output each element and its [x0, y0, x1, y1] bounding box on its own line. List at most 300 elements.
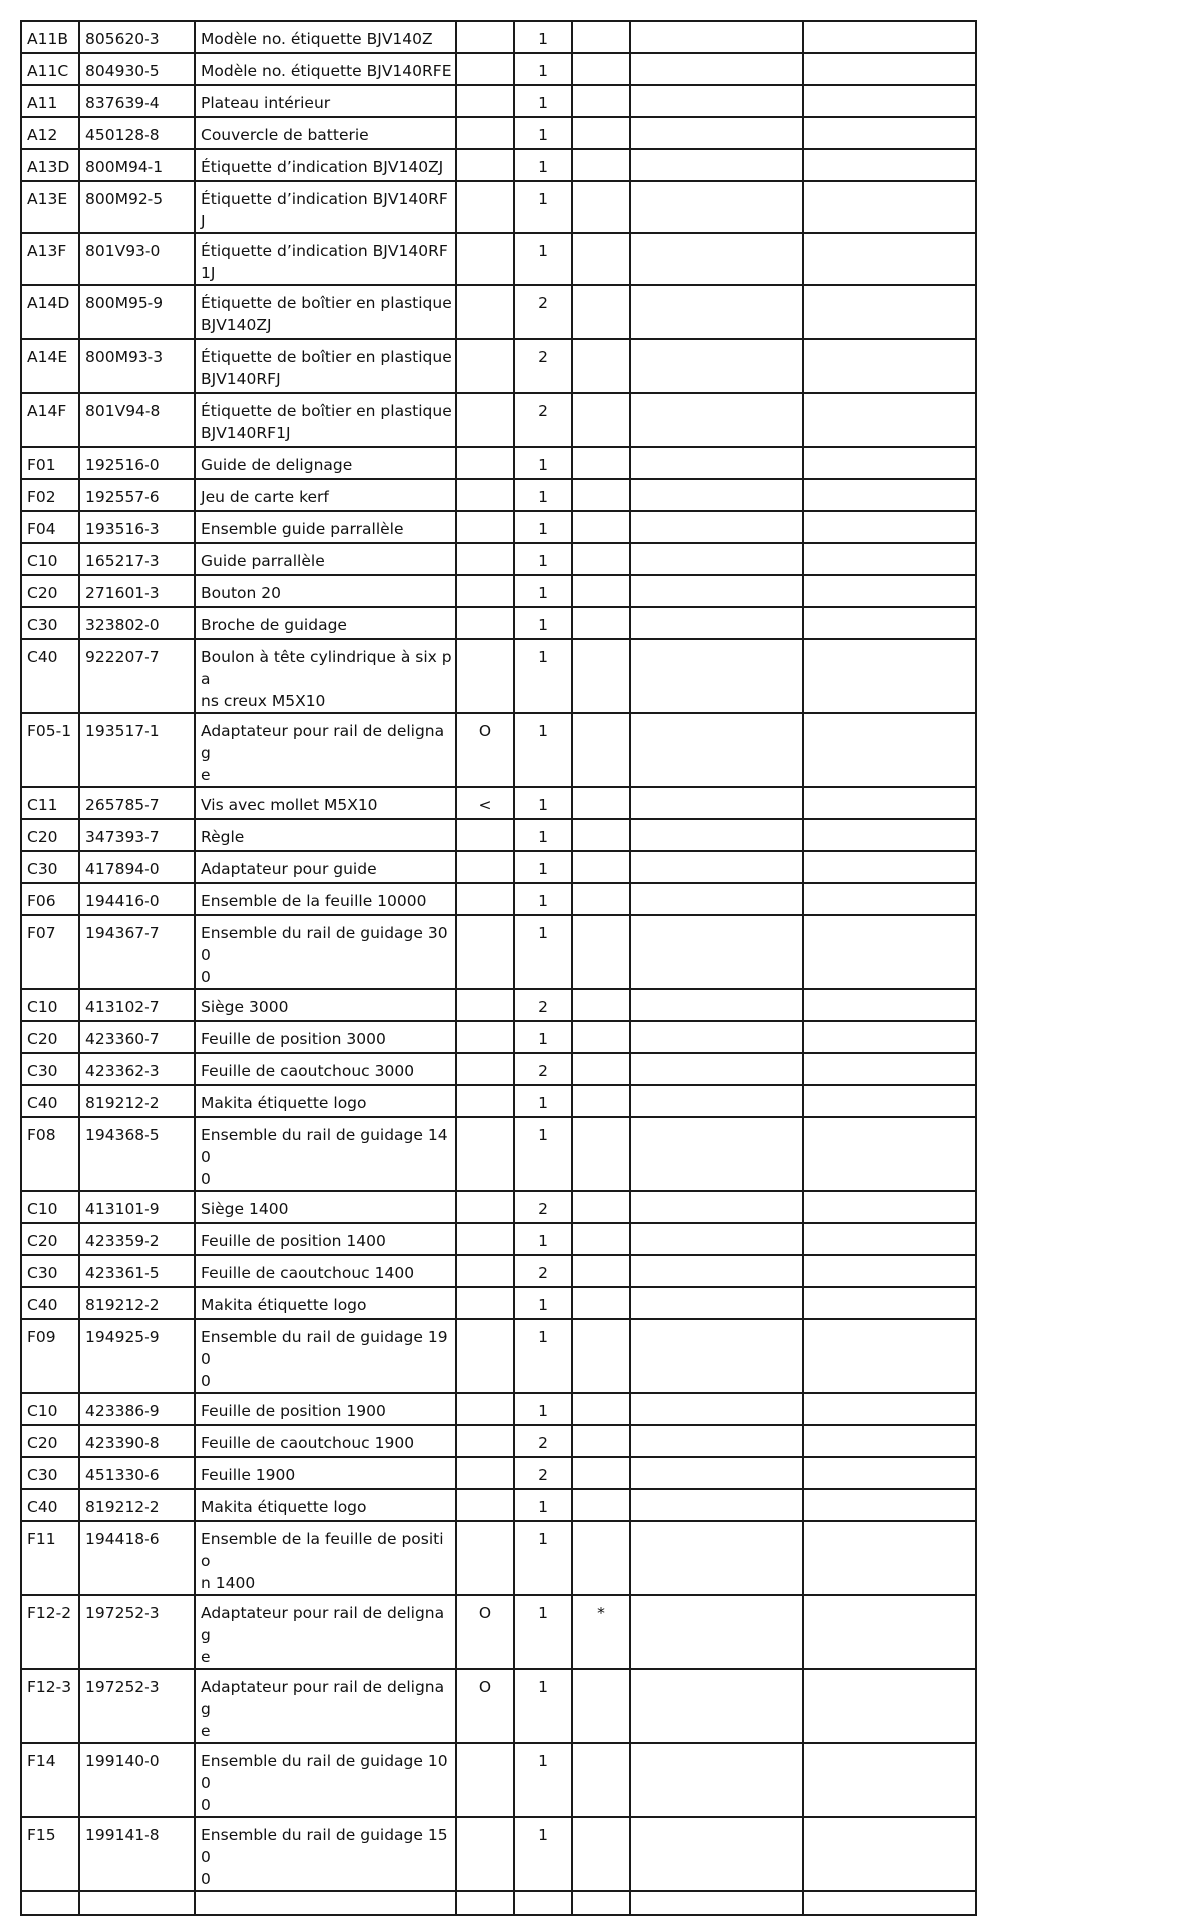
part-number-cell: 800M94-1 [79, 149, 195, 181]
blank-cell-b [803, 1393, 976, 1425]
table-row [21, 1287, 976, 1319]
note-mark-cell [572, 1817, 630, 1891]
quantity-cell: 1 [514, 447, 572, 479]
part-number-cell: 819212-2 [79, 1489, 195, 1521]
option-mark-cell [456, 851, 514, 883]
blank-cell-a [630, 53, 803, 85]
option-mark-cell [456, 285, 514, 339]
quantity-cell: 1 [514, 181, 572, 233]
option-mark-cell [456, 85, 514, 117]
blank-cell-b [803, 1669, 976, 1743]
description-cell: Vis avec mollet M5X10 [195, 787, 456, 819]
part-number-cell: 451330-6 [79, 1457, 195, 1489]
description-cell: Ensemble guide parrallèle [195, 511, 456, 543]
option-mark-cell [456, 1085, 514, 1117]
note-mark-cell [572, 639, 630, 713]
quantity-cell: 1 [514, 1489, 572, 1521]
item-number-cell: F15 [21, 1817, 79, 1891]
blank-cell-a [630, 851, 803, 883]
note-mark-cell [572, 1743, 630, 1817]
quantity-cell: 1 [514, 1595, 572, 1669]
option-mark-cell [456, 149, 514, 181]
part-number-cell: 801V94-8 [79, 393, 195, 447]
blank-cell-b [803, 1255, 976, 1287]
quantity-cell: 1 [514, 575, 572, 607]
table-row [21, 575, 976, 607]
quantity-cell: 1 [514, 85, 572, 117]
part-number-cell: 819212-2 [79, 1085, 195, 1117]
table-row [21, 1457, 976, 1489]
option-mark-cell [456, 915, 514, 989]
description-cell: Étiquette de boîtier en plastique BJV140ZJ [195, 285, 456, 339]
note-mark-cell [572, 1191, 630, 1223]
empty-cell [21, 1891, 79, 1915]
option-mark-cell [456, 21, 514, 53]
description-cell: Feuille de caoutchouc 1400 [195, 1255, 456, 1287]
table-row [21, 285, 976, 339]
item-number-cell: C20 [21, 575, 79, 607]
item-number-cell: C30 [21, 1457, 79, 1489]
item-number-cell: F12-2 [21, 1595, 79, 1669]
option-mark-cell [456, 543, 514, 575]
part-number-cell: 194368-5 [79, 1117, 195, 1191]
part-number-cell: 192557-6 [79, 479, 195, 511]
blank-cell-a [630, 1817, 803, 1891]
item-number-cell: C40 [21, 1085, 79, 1117]
description-cell: Étiquette de boîtier en plastique BJV140RF1J [195, 393, 456, 447]
item-number-cell: F11 [21, 1521, 79, 1595]
part-number-cell: 194418-6 [79, 1521, 195, 1595]
blank-cell-a [630, 607, 803, 639]
option-mark-cell [456, 511, 514, 543]
note-mark-cell [572, 1489, 630, 1521]
description-cell: Ensemble de la feuille de positio n 1400 [195, 1521, 456, 1595]
description-cell: Makita étiquette logo [195, 1287, 456, 1319]
table-row [21, 233, 976, 285]
note-mark-cell [572, 575, 630, 607]
blank-cell-a [630, 819, 803, 851]
item-number-cell: A13D [21, 149, 79, 181]
description-cell: Makita étiquette logo [195, 1085, 456, 1117]
note-mark-cell [572, 1425, 630, 1457]
table-row [21, 883, 976, 915]
note-mark-cell: * [572, 1595, 630, 1669]
part-number-cell: 197252-3 [79, 1595, 195, 1669]
blank-cell-b [803, 117, 976, 149]
blank-cell-a [630, 1319, 803, 1393]
blank-cell-a [630, 1669, 803, 1743]
option-mark-cell [456, 393, 514, 447]
blank-cell-a [630, 883, 803, 915]
blank-cell-a [630, 511, 803, 543]
blank-cell-a [630, 285, 803, 339]
quantity-cell: 1 [514, 1287, 572, 1319]
table-row [21, 1191, 976, 1223]
option-mark-cell [456, 1053, 514, 1085]
item-number-cell: C40 [21, 639, 79, 713]
part-number-cell: 193517-1 [79, 713, 195, 787]
blank-cell-a [630, 447, 803, 479]
blank-cell-b [803, 915, 976, 989]
description-cell: Ensemble du rail de guidage 300 0 [195, 915, 456, 989]
note-mark-cell [572, 989, 630, 1021]
part-number-cell: 819212-2 [79, 1287, 195, 1319]
description-cell: Siège 3000 [195, 989, 456, 1021]
blank-cell-b [803, 607, 976, 639]
table-row [21, 21, 976, 53]
option-mark-cell [456, 1393, 514, 1425]
option-mark-cell [456, 53, 514, 85]
quantity-cell: 2 [514, 1425, 572, 1457]
note-mark-cell [572, 393, 630, 447]
option-mark-cell: O [456, 1595, 514, 1669]
note-mark-cell [572, 1021, 630, 1053]
description-cell: Règle [195, 819, 456, 851]
description-cell: Feuille de caoutchouc 3000 [195, 1053, 456, 1085]
option-mark-cell [456, 1425, 514, 1457]
blank-cell-a [630, 1521, 803, 1595]
quantity-cell: 1 [514, 639, 572, 713]
note-mark-cell [572, 1319, 630, 1393]
note-mark-cell [572, 1223, 630, 1255]
blank-cell-a [630, 1595, 803, 1669]
blank-cell-b [803, 447, 976, 479]
item-number-cell: F12-3 [21, 1669, 79, 1743]
blank-cell-a [630, 1425, 803, 1457]
item-number-cell: F02 [21, 479, 79, 511]
part-number-cell: 194367-7 [79, 915, 195, 989]
blank-cell-b [803, 543, 976, 575]
note-mark-cell [572, 713, 630, 787]
item-number-cell: C20 [21, 1223, 79, 1255]
table-row [21, 393, 976, 447]
option-mark-cell [456, 1521, 514, 1595]
blank-cell-b [803, 85, 976, 117]
item-number-cell: C40 [21, 1287, 79, 1319]
item-number-cell: C30 [21, 851, 79, 883]
quantity-cell: 2 [514, 989, 572, 1021]
description-cell: Étiquette d’indication BJV140RF1J [195, 233, 456, 285]
option-mark-cell [456, 1223, 514, 1255]
item-number-cell: A12 [21, 117, 79, 149]
part-number-cell: 800M95-9 [79, 285, 195, 339]
note-mark-cell [572, 1085, 630, 1117]
option-mark-cell: < [456, 787, 514, 819]
item-number-cell: C10 [21, 1191, 79, 1223]
blank-cell-b [803, 1223, 976, 1255]
quantity-cell: 2 [514, 285, 572, 339]
quantity-cell: 1 [514, 851, 572, 883]
part-number-cell: 194925-9 [79, 1319, 195, 1393]
table-row [21, 787, 976, 819]
table-row [21, 639, 976, 713]
description-cell: Guide de delignage [195, 447, 456, 479]
item-number-cell: C30 [21, 607, 79, 639]
description-cell: Étiquette d’indication BJV140ZJ [195, 149, 456, 181]
option-mark-cell [456, 117, 514, 149]
part-number-cell: 193516-3 [79, 511, 195, 543]
note-mark-cell [572, 339, 630, 393]
quantity-cell: 1 [514, 1817, 572, 1891]
blank-cell-b [803, 787, 976, 819]
item-number-cell: C11 [21, 787, 79, 819]
quantity-cell: 2 [514, 1457, 572, 1489]
blank-cell-a [630, 117, 803, 149]
description-cell: Feuille 1900 [195, 1457, 456, 1489]
empty-cell [514, 1891, 572, 1915]
parts-list-table [20, 20, 977, 1916]
blank-cell-a [630, 21, 803, 53]
option-mark-cell [456, 1021, 514, 1053]
quantity-cell: 1 [514, 53, 572, 85]
description-cell: Feuille de caoutchouc 1900 [195, 1425, 456, 1457]
note-mark-cell [572, 1521, 630, 1595]
blank-cell-b [803, 149, 976, 181]
blank-cell-b [803, 819, 976, 851]
option-mark-cell [456, 989, 514, 1021]
description-cell: Guide parrallèle [195, 543, 456, 575]
blank-cell-b [803, 1489, 976, 1521]
description-cell: Ensemble du rail de guidage 140 0 [195, 1117, 456, 1191]
note-mark-cell [572, 1669, 630, 1743]
description-cell: Jeu de carte kerf [195, 479, 456, 511]
blank-cell-b [803, 883, 976, 915]
table-row [21, 85, 976, 117]
quantity-cell: 1 [514, 607, 572, 639]
blank-cell-a [630, 1223, 803, 1255]
table-row [21, 819, 976, 851]
blank-cell-b [803, 511, 976, 543]
note-mark-cell [572, 543, 630, 575]
description-cell: Adaptateur pour rail de delignag e [195, 1595, 456, 1669]
part-number-cell: 417894-0 [79, 851, 195, 883]
part-number-cell: 423359-2 [79, 1223, 195, 1255]
item-number-cell: A14D [21, 285, 79, 339]
quantity-cell: 1 [514, 819, 572, 851]
note-mark-cell [572, 1117, 630, 1191]
blank-cell-a [630, 543, 803, 575]
quantity-cell: 1 [514, 1521, 572, 1595]
description-cell: Boulon à tête cylindrique à six pa ns creux M5X10 [195, 639, 456, 713]
part-number-cell: 922207-7 [79, 639, 195, 713]
description-cell: Ensemble du rail de guidage 100 0 [195, 1743, 456, 1817]
item-number-cell: C10 [21, 989, 79, 1021]
table-row [21, 479, 976, 511]
option-mark-cell [456, 1817, 514, 1891]
part-number-cell: 323802-0 [79, 607, 195, 639]
quantity-cell: 2 [514, 1255, 572, 1287]
quantity-cell: 2 [514, 1191, 572, 1223]
option-mark-cell [456, 1489, 514, 1521]
blank-cell-a [630, 1287, 803, 1319]
table-row [21, 915, 976, 989]
blank-cell-a [630, 915, 803, 989]
quantity-cell: 1 [514, 1393, 572, 1425]
quantity-cell: 1 [514, 1669, 572, 1743]
quantity-cell: 2 [514, 393, 572, 447]
quantity-cell: 1 [514, 1117, 572, 1191]
description-cell: Feuille de position 1900 [195, 1393, 456, 1425]
table-row [21, 1489, 976, 1521]
blank-cell-a [630, 1191, 803, 1223]
note-mark-cell [572, 53, 630, 85]
option-mark-cell [456, 339, 514, 393]
quantity-cell: 1 [514, 117, 572, 149]
quantity-cell: 1 [514, 479, 572, 511]
blank-cell-b [803, 53, 976, 85]
note-mark-cell [572, 851, 630, 883]
note-mark-cell [572, 915, 630, 989]
blank-cell-a [630, 1053, 803, 1085]
part-number-cell: 199140-0 [79, 1743, 195, 1817]
note-mark-cell [572, 447, 630, 479]
part-number-cell: 804930-5 [79, 53, 195, 85]
description-cell: Ensemble de la feuille 10000 [195, 883, 456, 915]
description-cell: Feuille de position 1400 [195, 1223, 456, 1255]
option-mark-cell [456, 1319, 514, 1393]
description-cell: Adaptateur pour rail de delignag e [195, 1669, 456, 1743]
option-mark-cell [456, 447, 514, 479]
blank-cell-b [803, 393, 976, 447]
quantity-cell: 1 [514, 915, 572, 989]
part-number-cell: 265785-7 [79, 787, 195, 819]
item-number-cell: F04 [21, 511, 79, 543]
quantity-cell: 1 [514, 1223, 572, 1255]
blank-cell-b [803, 1021, 976, 1053]
blank-cell-b [803, 233, 976, 285]
table-row [21, 1021, 976, 1053]
part-number-cell: 423386-9 [79, 1393, 195, 1425]
table-row-continuation [21, 1891, 976, 1915]
note-mark-cell [572, 787, 630, 819]
part-number-cell: 347393-7 [79, 819, 195, 851]
note-mark-cell [572, 1393, 630, 1425]
blank-cell-a [630, 1117, 803, 1191]
note-mark-cell [572, 21, 630, 53]
note-mark-cell [572, 285, 630, 339]
option-mark-cell: O [456, 1669, 514, 1743]
blank-cell-b [803, 1817, 976, 1891]
table-row [21, 989, 976, 1021]
part-number-cell: 837639-4 [79, 85, 195, 117]
item-number-cell: A11C [21, 53, 79, 85]
item-number-cell: A13E [21, 181, 79, 233]
item-number-cell: C20 [21, 819, 79, 851]
empty-cell [572, 1891, 630, 1915]
part-number-cell: 199141-8 [79, 1817, 195, 1891]
table-row [21, 1817, 976, 1891]
blank-cell-a [630, 393, 803, 447]
blank-cell-a [630, 575, 803, 607]
note-mark-cell [572, 1287, 630, 1319]
part-number-cell: 165217-3 [79, 543, 195, 575]
item-number-cell: F09 [21, 1319, 79, 1393]
blank-cell-b [803, 1425, 976, 1457]
part-number-cell: 450128-8 [79, 117, 195, 149]
description-cell: Feuille de position 3000 [195, 1021, 456, 1053]
description-cell: Modèle no. étiquette BJV140Z [195, 21, 456, 53]
table-row [21, 149, 976, 181]
blank-cell-b [803, 1595, 976, 1669]
quantity-cell: 1 [514, 1319, 572, 1393]
item-number-cell: A13F [21, 233, 79, 285]
description-cell: Ensemble du rail de guidage 190 0 [195, 1319, 456, 1393]
blank-cell-a [630, 713, 803, 787]
description-cell: Adaptateur pour rail de delignag e [195, 713, 456, 787]
blank-cell-b [803, 1319, 976, 1393]
item-number-cell: C10 [21, 543, 79, 575]
note-mark-cell [572, 479, 630, 511]
blank-cell-b [803, 285, 976, 339]
blank-cell-b [803, 1287, 976, 1319]
blank-cell-a [630, 639, 803, 713]
part-number-cell: 194416-0 [79, 883, 195, 915]
blank-cell-b [803, 713, 976, 787]
table-row [21, 1223, 976, 1255]
blank-cell-a [630, 233, 803, 285]
item-number-cell: C20 [21, 1425, 79, 1457]
blank-cell-b [803, 1117, 976, 1191]
quantity-cell: 1 [514, 511, 572, 543]
table-row [21, 543, 976, 575]
description-cell: Broche de guidage [195, 607, 456, 639]
option-mark-cell [456, 181, 514, 233]
table-row [21, 851, 976, 883]
option-mark-cell [456, 639, 514, 713]
part-number-cell: 413102-7 [79, 989, 195, 1021]
item-number-cell: A14F [21, 393, 79, 447]
blank-cell-b [803, 1521, 976, 1595]
blank-cell-a [630, 1489, 803, 1521]
item-number-cell: A14E [21, 339, 79, 393]
blank-cell-b [803, 1191, 976, 1223]
item-number-cell: A11 [21, 85, 79, 117]
table-row [21, 1053, 976, 1085]
table-row [21, 1743, 976, 1817]
blank-cell-b [803, 479, 976, 511]
blank-cell-a [630, 1393, 803, 1425]
note-mark-cell [572, 883, 630, 915]
option-mark-cell [456, 1191, 514, 1223]
table-row [21, 1393, 976, 1425]
blank-cell-a [630, 339, 803, 393]
blank-cell-b [803, 1743, 976, 1817]
blank-cell-a [630, 989, 803, 1021]
item-number-cell: C20 [21, 1021, 79, 1053]
table-row [21, 1117, 976, 1191]
part-number-cell: 423362-3 [79, 1053, 195, 1085]
item-number-cell: C30 [21, 1053, 79, 1085]
blank-cell-b [803, 1085, 976, 1117]
note-mark-cell [572, 149, 630, 181]
blank-cell-b [803, 851, 976, 883]
option-mark-cell [456, 1743, 514, 1817]
note-mark-cell [572, 117, 630, 149]
part-number-cell: 800M93-3 [79, 339, 195, 393]
option-mark-cell [456, 1255, 514, 1287]
quantity-cell: 1 [514, 149, 572, 181]
description-cell: Étiquette de boîtier en plastique BJV140RFJ [195, 339, 456, 393]
part-number-cell: 801V93-0 [79, 233, 195, 285]
quantity-cell: 1 [514, 883, 572, 915]
blank-cell-b [803, 575, 976, 607]
table-row [21, 53, 976, 85]
table-row [21, 1085, 976, 1117]
blank-cell-b [803, 989, 976, 1021]
blank-cell-a [630, 1743, 803, 1817]
item-number-cell: F01 [21, 447, 79, 479]
item-number-cell: C40 [21, 1489, 79, 1521]
